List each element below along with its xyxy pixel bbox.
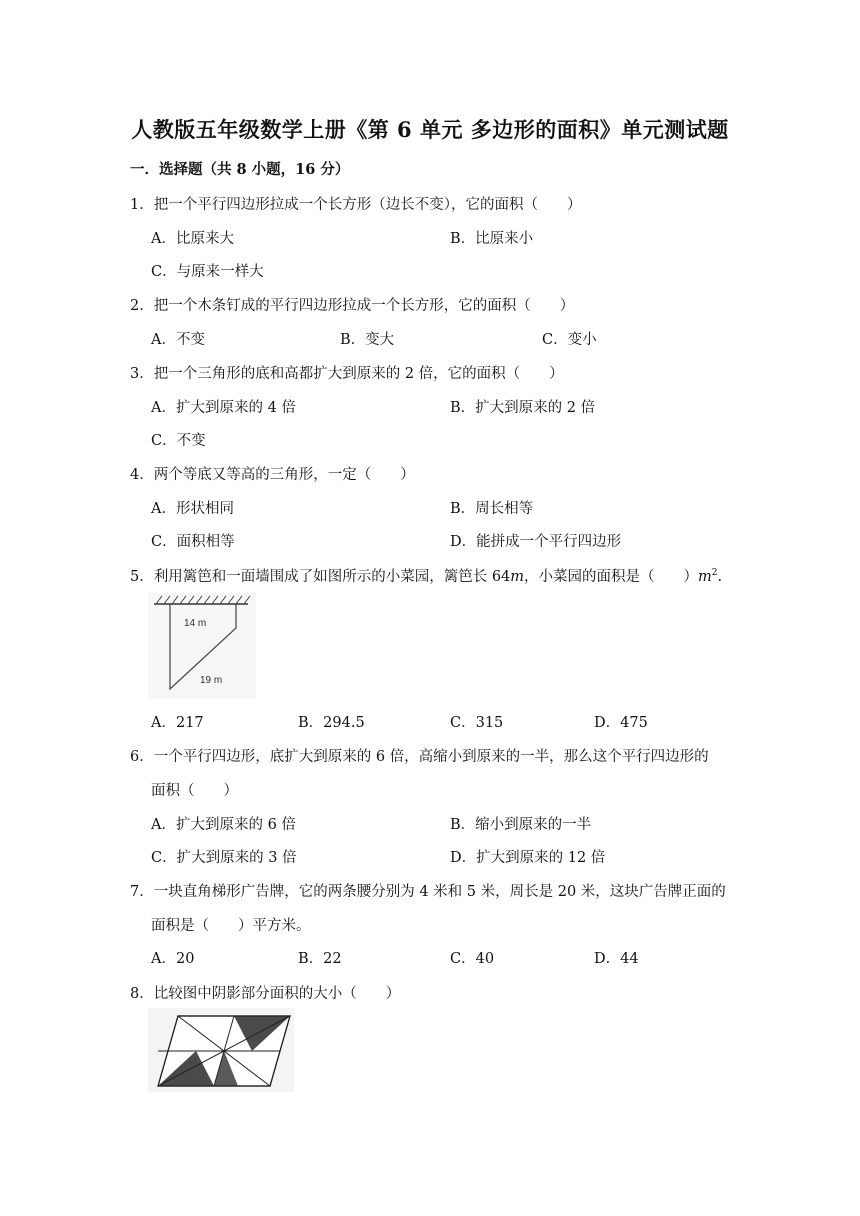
- question-6-stem-line2: 面积（ ）: [151, 783, 238, 799]
- q5-option-a[interactable]: A．217: [151, 715, 204, 731]
- q6-option-c[interactable]: C．扩大到原来的 3 倍: [151, 850, 297, 866]
- q4-option-c[interactable]: C．面积相等: [151, 534, 235, 550]
- garden-label-bottom: 19 m: [200, 675, 223, 686]
- q3-option-c[interactable]: C．不变: [151, 433, 206, 449]
- q5-unit-m2: m: [698, 569, 712, 585]
- q1-option-c[interactable]: C．与原来一样大: [151, 264, 264, 280]
- q7-option-d[interactable]: D．44: [594, 951, 639, 967]
- question-7-stem-line2: 面积是（ ）平方米。: [151, 918, 311, 934]
- q5-option-c[interactable]: C．315: [450, 715, 504, 731]
- parallelogram-figure: [148, 1008, 294, 1092]
- question-3-stem: 3．把一个三角形的底和高都扩大到原来的 2 倍，它的面积（ ）: [130, 366, 564, 382]
- question-1-stem: 1．把一个平行四边形拉成一个长方形（边长不变），它的面积（ ）: [130, 197, 582, 213]
- question-8-stem: 8．比较图中阴影部分面积的大小（ ）: [130, 986, 401, 1002]
- question-4-stem: 4．两个等底又等高的三角形，一定（ ）: [130, 467, 415, 483]
- q3-option-b[interactable]: B．扩大到原来的 2 倍: [450, 400, 596, 416]
- q7-option-c[interactable]: C．40: [450, 951, 495, 967]
- question-7-stem: 7．一块直角梯形广告牌，它的两条腰分别为 4 米和 5 米，周长是 20 米，这块广告牌正面的: [130, 884, 726, 900]
- q4-option-b[interactable]: B．周长相等: [450, 501, 534, 517]
- question-5-stem: [130, 565, 722, 586]
- garden-figure: [148, 593, 256, 699]
- q2-option-b[interactable]: B．变大: [340, 332, 395, 348]
- q5-stem-mid: ，小菜园的面积是（ ）: [524, 569, 699, 585]
- q4-option-d[interactable]: D．能拼成一个平行四边形: [450, 534, 622, 550]
- q5-unit-m: m: [510, 569, 525, 585]
- page-title: 人教版五年级数学上册《第 6 单元 多边形的面积》单元测试题: [131, 117, 729, 142]
- q4-option-a[interactable]: A．形状相同: [151, 501, 234, 517]
- q6-option-b[interactable]: B．缩小到原来的一半: [450, 817, 592, 833]
- section-heading: 一．选择题（共 8 小题，16 分）: [130, 161, 350, 178]
- q6-option-a[interactable]: A．扩大到原来的 6 倍: [151, 817, 296, 833]
- q3-option-a[interactable]: A．扩大到原来的 4 倍: [151, 400, 296, 416]
- question-2-stem: 2．把一个木条钉成的平行四边形拉成一个长方形，它的面积（ ）: [130, 298, 575, 314]
- garden-label-top: 14 m: [184, 618, 207, 629]
- q1-option-b[interactable]: B．比原来小: [450, 231, 534, 247]
- q5-option-b[interactable]: B．294.5: [298, 715, 365, 731]
- q5-stem-pre: 5．利用篱笆和一面墙围成了如图所示的小菜园，篱笆长 64: [130, 569, 511, 585]
- q1-option-a[interactable]: A．比原来大: [151, 231, 234, 247]
- q7-option-a[interactable]: A．20: [151, 951, 195, 967]
- question-6-stem: 6．一个平行四边形，底扩大到原来的 6 倍，高缩小到原来的一半，那么这个平行四边形的: [130, 749, 709, 765]
- q7-option-b[interactable]: B．22: [298, 951, 342, 967]
- q5-stem-end: .: [717, 569, 723, 585]
- q2-option-c[interactable]: C．变小: [542, 332, 597, 348]
- q5-unit-sup: 2: [711, 568, 718, 579]
- q2-option-a[interactable]: A．不变: [151, 332, 205, 348]
- q5-option-d[interactable]: D．475: [594, 715, 648, 731]
- q6-option-d[interactable]: D．扩大到原来的 12 倍: [450, 850, 606, 866]
